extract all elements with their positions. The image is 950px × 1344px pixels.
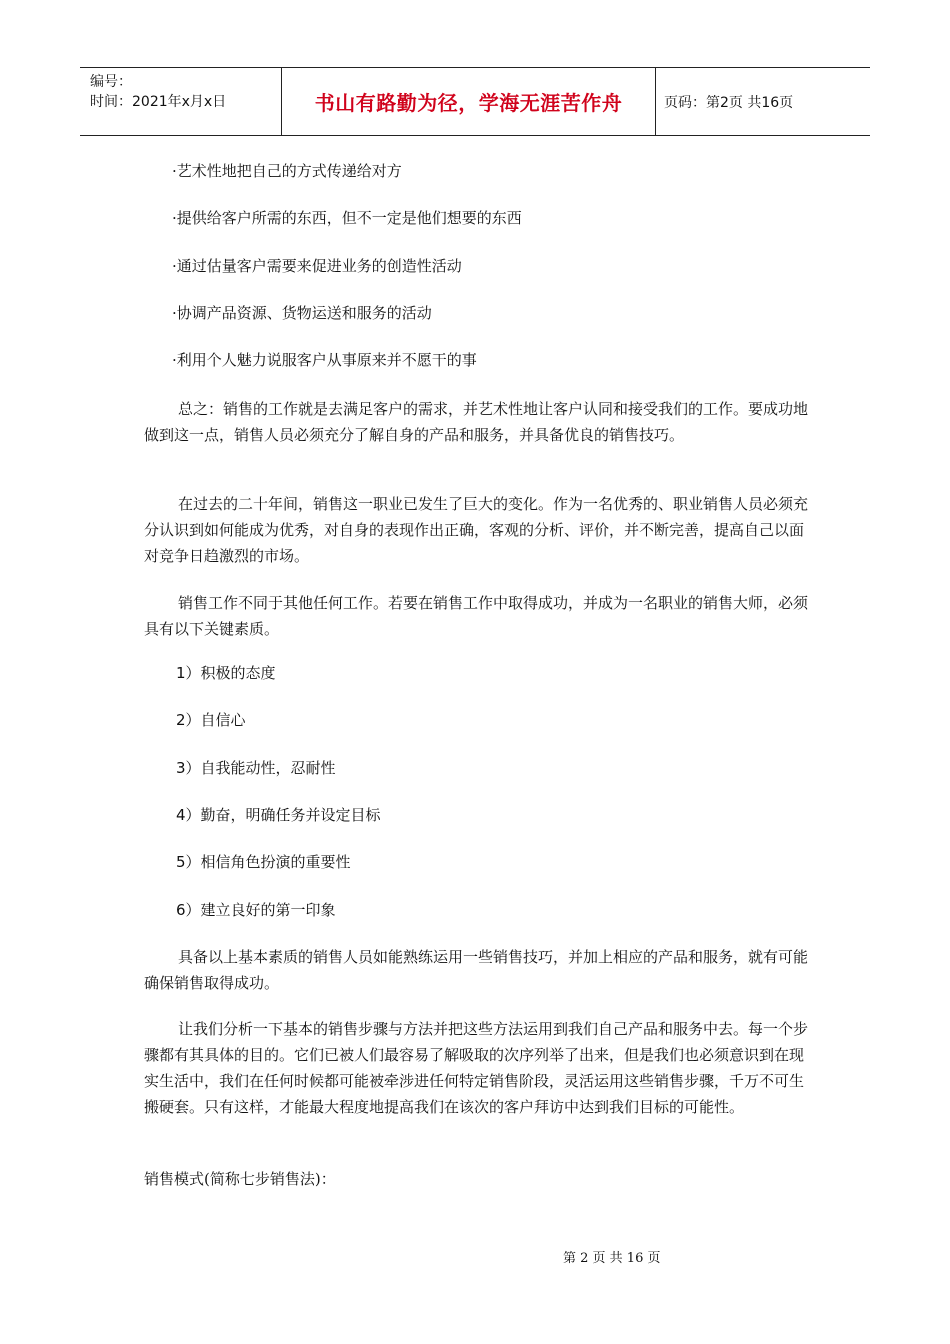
quality-item: 3）自我能动性，忍耐性 <box>176 759 336 777</box>
sales-mode-heading: 销售模式(简称七步销售法)： <box>144 1170 336 1188</box>
past-paragraph: 在过去的二十年间，销售这一职业已发生了巨大的变化。作为一名优秀的、职业销售人员必须充分认识到如何能成为优秀，对自身的表现作出正确，客观的分析、评价，并不断完善，提高自己以面对竞争日趋激烈的市场。 <box>144 495 809 565</box>
summary-paragraph: 总之：销售的工作就是去满足客户的需求，并艺术性地让客户认同和接受我们的工作。要成功地做到这一点，销售人员必须充分了解自身的产品和服务，并具备优良的销售技巧。 <box>144 400 809 444</box>
quality-item: 6）建立良好的第一印象 <box>176 901 336 919</box>
serial-label: 编号： <box>90 74 132 90</box>
time-label: 时间：2021年x月x日 <box>90 94 227 110</box>
analysis-paragraph: 让我们分析一下基本的销售步骤与方法并把这些方法运用到我们自己产品和服务中去。每一个步骤都有其具体的目的。它们已被人们最容易了解吸取的次序列举了出来，但是我们也必须意识到在现实生活中，我们在任何时候都可能被牵涉进任何特定销售阶段，灵活运用这些销售步骤，千万不可生搬硬套。只有这样，才能最大程度地提高我们在该次的客户拜访中达到我们目标的可能性。 <box>144 1020 809 1116</box>
quality-item: 5）相信角色扮演的重要性 <box>176 853 351 871</box>
page-footer <box>0 1247 950 1266</box>
different-paragraph: 销售工作不同于其他任何工作。若要在销售工作中取得成功，并成为一名职业的销售大师，必须具有以下关键素质。 <box>144 594 809 638</box>
qualities-summary-paragraph: 具备以上基本素质的销售人员如能熟练运用一些销售技巧，并加上相应的产品和服务，就有可能确保销售取得成功。 <box>144 948 809 992</box>
bullet-item: ·通过估量客户需要来促进业务的创造性活动 <box>172 257 462 275</box>
quality-item: 2）自信心 <box>176 711 246 729</box>
footer-page-number: 第 2 页 共 16 页 <box>563 1251 661 1266</box>
bullet-item: ·利用个人魅力说服客户从事原来并不愿干的事 <box>172 351 477 369</box>
page-header <box>80 67 870 136</box>
bullet-item: ·艺术性地把自己的方式传递给对方 <box>172 162 402 180</box>
quality-item: 4）勤奋，明确任务并设定目标 <box>176 806 381 824</box>
bullet-item: ·协调产品资源、货物运送和服务的活动 <box>172 304 432 322</box>
header-page-info: 页码：第2页 共16页 <box>664 94 794 111</box>
quality-item: 1）积极的态度 <box>176 664 276 682</box>
header-meta <box>80 68 282 135</box>
bullet-item: ·提供给客户所需的东西，但不一定是他们想要的东西 <box>172 209 522 227</box>
header-motto: 书山有路勤为径，学海无涯苦作舟 <box>282 68 656 135</box>
